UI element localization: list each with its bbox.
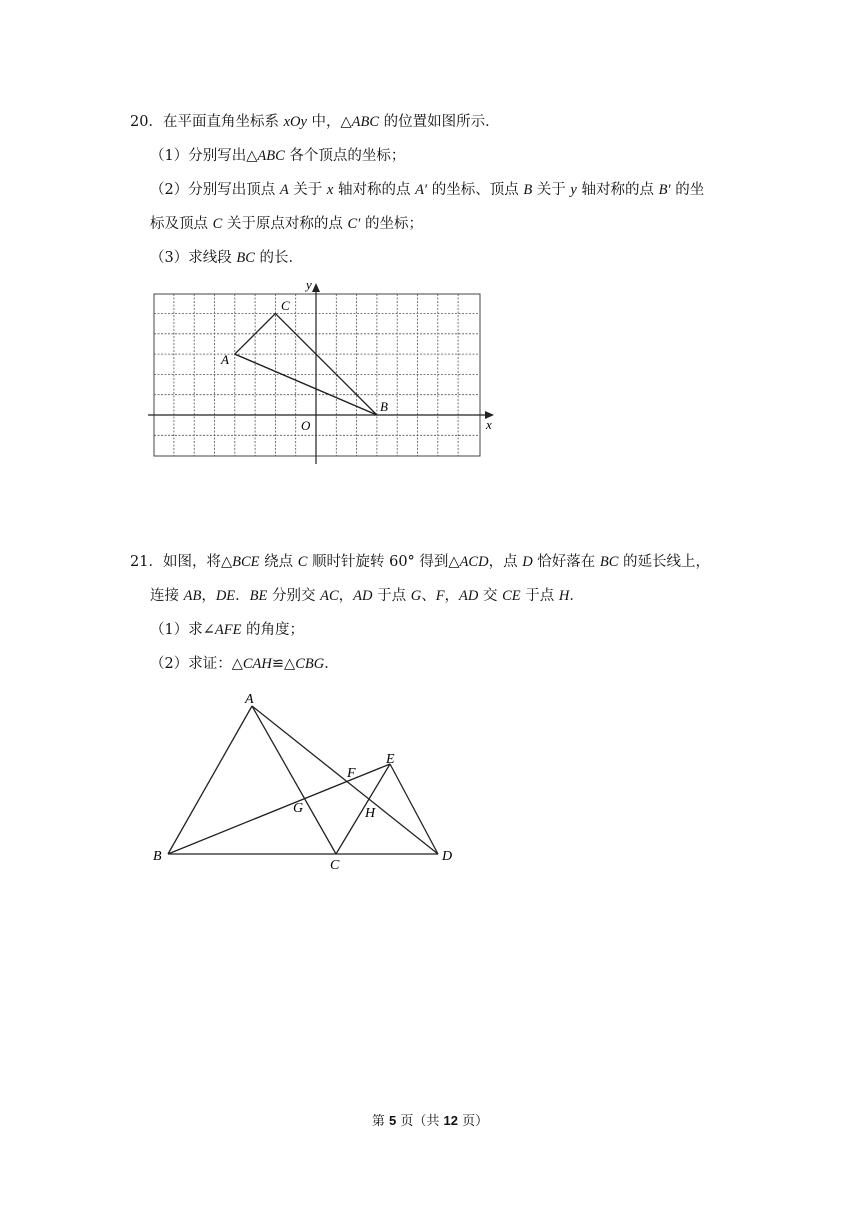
label-A: A [221,352,229,367]
y-axis-arrow [312,283,320,292]
q20-part2-line1: （2）分别写出顶点 A 关于 x 轴对称的点 A′ 的坐标、顶点 B 关于 y 轴对称的点 B′ 的坐 [150,182,705,198]
segment-ac [252,706,336,854]
label-y: y [306,277,312,292]
q20-part1: （1）分别写出△ABC 各个顶点的坐标； [150,148,406,164]
q21-line1: 21．如图，将△BCE 绕点 C 顺时针旋转 60° 得到△ACD，点 D 恰好落在 BC 的延长线上， [130,554,711,570]
q20-part2-line2: 标及顶点 C 关于原点对称的点 C′ 的坐标； [150,216,423,232]
q21-line2: 连接 AB，DE．BE 分别交 AC，AD 于点 G、F，AD 交 CE 于点 H． [150,588,584,604]
label-F: F [347,766,356,781]
q21-part1: （1）求∠AFE 的角度； [150,622,305,638]
label-x: x [486,417,492,432]
segment-ab [168,706,252,854]
q20-coordinate-figure [140,275,510,475]
label-C: C [281,298,290,313]
page-footer: 第 5 页（共 12 页） [371,1113,489,1129]
label-H: H [365,806,376,821]
label-E: E [386,752,395,767]
segment-ad [252,706,438,854]
label-C: C [330,858,340,873]
label-B: B [380,399,388,414]
segment-be [168,764,390,854]
triangle-abc [235,314,377,416]
label-O: O [301,418,311,433]
label-B: B [153,849,162,864]
label-A: A [245,692,254,707]
label-D: D [442,849,453,864]
q20-part3: （3）求线段 BC 的长． [150,250,303,266]
label-G: G [293,801,304,816]
segment-de [390,764,438,854]
q21-part2: （2）求证：△CAH≌△CBG． [150,656,339,672]
segment-ab [235,354,377,415]
grid-lines [154,294,480,456]
q21-geometry-figure [145,685,465,875]
grid-frame [154,294,480,456]
q20-stem: 20．在平面直角坐标系 xOy 中，△ABC 的位置如图所示． [130,114,500,130]
